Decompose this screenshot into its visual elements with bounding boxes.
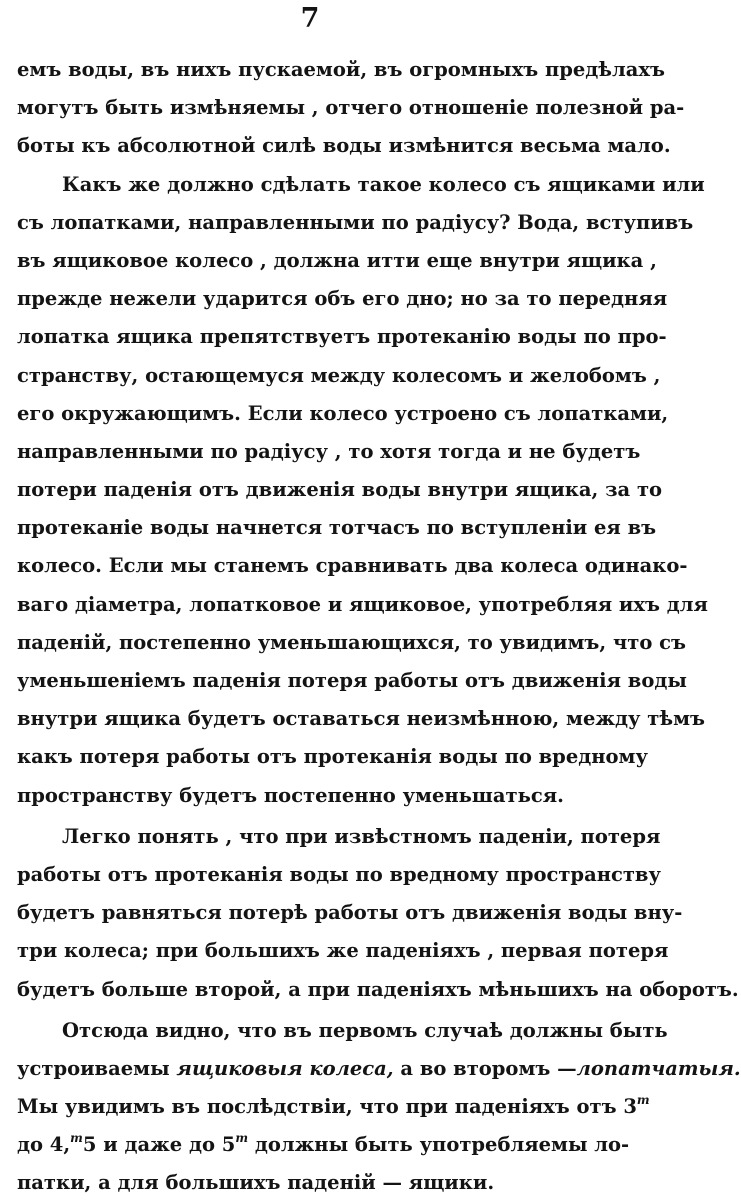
text-line-mixed: [17, 1126, 630, 1164]
text-line: лопатка ящика препятствуетъ протеканію воды по про-: [17, 325, 667, 349]
text-line: колесо. Если мы станемъ сравнивать два колеса одинако-: [17, 554, 688, 578]
text-line: внутри ящика будетъ оставаться неизмѣнною, между тѣмъ: [17, 707, 705, 731]
text-line: съ лопатками, направленными по радіусу? Вода, вступивъ: [17, 210, 694, 234]
text-segment: до 4,: [17, 1133, 71, 1157]
text-line: протеканіе воды начнется тотчасъ по вступленіи ея въ: [17, 516, 657, 540]
text-line: три колеса; при большихъ же паденіяхъ , первая потеря: [17, 939, 669, 963]
text-segment: 5 и даже до 5: [82, 1133, 236, 1157]
text-line: будетъ больше второй, а при паденіяхъ мѣньшихъ на оборотъ.: [17, 977, 739, 1001]
text-segment: Мы увидимъ въ послѣдствіи, что при паденіяхъ отъ 3: [17, 1095, 637, 1119]
text-line: потери паденія отъ движенія воды внутри ящика, за то: [17, 478, 663, 502]
text-line: боты къ абсолютной силѣ воды измѣнится весьма мало.: [17, 134, 671, 158]
text-line: направленными по радіусу , то хотя тогда и не будетъ: [17, 439, 641, 463]
text-line: паденій, постепенно уменьшающихся, то увидимъ, что съ: [17, 630, 686, 654]
body-text: [17, 51, 741, 1203]
unit-superscript: m: [235, 1131, 249, 1146]
text-line: будетъ равняться потерѣ работы отъ движенія воды вну-: [17, 901, 683, 925]
text-line: ваго діаметра, лопатковое и ящиковое, употребляя ихъ для: [17, 592, 708, 616]
italic-term: ящиковыя колеса,: [176, 1056, 394, 1080]
text-line: его окружающимъ. Если колесо устроено съ лопатками,: [17, 401, 669, 425]
text-line-mixed: [17, 1088, 650, 1126]
text-line: работы отъ протеканія воды по вредному пространству: [17, 862, 661, 886]
text-segment: а во второмъ —: [400, 1056, 577, 1080]
unit-superscript: m: [70, 1131, 83, 1146]
text-line-mixed: [17, 1050, 741, 1088]
text-line: какъ потеря работы отъ протеканія воды по вредному: [17, 745, 648, 769]
unit-superscript: m: [636, 1093, 650, 1108]
text-line: пространству будетъ постепенно уменьшаться.: [17, 783, 564, 807]
text-line: Отсюда видно, что въ первомъ случаѣ должны быть: [62, 1018, 668, 1042]
text-line: патки, а для большихъ паденій — ящики.: [17, 1171, 495, 1195]
text-line: странству, остающемуся между колесомъ и желобомъ ,: [17, 363, 661, 387]
text-line: Какъ же должно сдѣлать такое колесо съ ящиками или: [62, 172, 705, 196]
text-line: уменьшеніемъ паденія потеря работы отъ движенія воды: [17, 669, 687, 692]
text-line: въ ящиковое колесо , должна итти еще внутри ящика ,: [17, 248, 657, 272]
text-segment: устроиваемы: [17, 1056, 170, 1080]
text-segment: должны быть употребляемы ло-: [254, 1133, 630, 1157]
text-line: Легко понять , что при извѣстномъ паденіи, потеря: [62, 824, 661, 848]
page-number: 7: [300, 3, 320, 34]
text-line: емъ воды, въ нихъ пускаемой, въ огромныхъ предѣлахъ: [17, 58, 665, 81]
italic-term: лопатчатыя.: [576, 1056, 741, 1080]
text-line: могутъ быть измѣняемы , отчего отношеніе полезной ра-: [17, 96, 685, 120]
text-line: прежде нежели ударится объ его дно; но за то передняя: [17, 287, 668, 311]
